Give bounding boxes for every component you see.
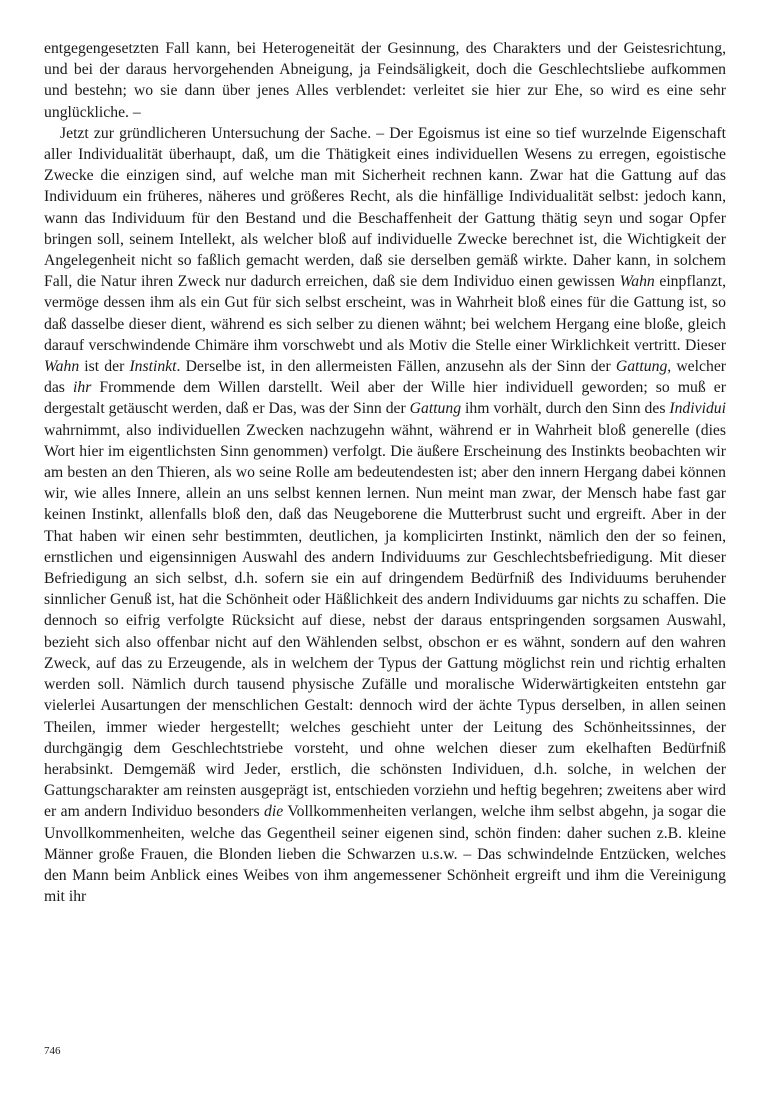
text-body — [44, 38, 726, 907]
text-segment: ist der — [79, 358, 130, 376]
text-segment: . Derselbe ist, in den allermeisten Fällen, anzusehn als der Sinn der — [176, 358, 616, 376]
paragraph — [44, 38, 726, 123]
emphasized-text: Wahn — [44, 358, 80, 376]
emphasized-text: Individui — [669, 400, 726, 418]
page-number: 746 — [44, 1045, 61, 1057]
text-segment: Jetzt zur gründlicheren Untersuchung der Sache. – Der Egoismus ist eine so tief wurzelnde Eigenschaft aller Individualität überhaupt, daß, um die Thätigkeit eines individuellen Wesens zu erregen, egoistische Zwecke die einzigen sind, auf welche man mit Sicherheit rechnen kann. Zwar hat die Gattung auf das Individuum ein früheres, näheres und größeres Recht, als die hinfällige Individualität selbst: jedoch kann, wann das Individuum für den Bestand und die Beschaffenheit der Gattung thätig seyn und sogar Opfer bringen soll, seinem Intellekt, als welcher bloß auf individuelle Zwecke berechnet ist, die Wichtigkeit der Angelegenheit nicht so faßlich gemacht werden, daß sie derselben gemäß wirkte. Daher kann, in solchem Fall, die Natur ihren Zweck nur dadurch erreichen, daß sie dem Individuo einen gewissen — [44, 124, 726, 291]
emphasized-text: Gattung — [409, 400, 462, 418]
text-segment: entgegengesetzten Fall kann, bei Heterogeneität der Gesinnung, des Charakters und der Geistesrichtung, und bei der daraus hervorgehenden Abneigung, ja Feindsäligkeit, doch die Geschlechtsliebe aufkommen und bestehn; wo sie dann über jenes Alles verblendet: verleitet sie hier zur Ehe, so wird es eine sehr unglückliche. – — [44, 40, 726, 121]
emphasized-text: Wahn — [619, 273, 655, 291]
text-segment: ihm vorhält, durch den Sinn des — [461, 400, 670, 418]
emphasized-text: Gattung — [615, 358, 668, 376]
text-segment: Vollkommenheiten verlangen, welche ihm selbst abgehn, ja sogar die Unvollkommenheiten, welche das Gegentheil seiner eigenen sind, schön finden: daher suchen z.B. kleine Männer große Frauen, die Blonden lieben die Schwarzen u.s.w. – Das schwindelnde Entzücken, welches den Mann beim Anblick eines Weibes von ihm angemessener Schönheit ergreift und ihm die Vereinigung mit ihr — [44, 803, 726, 906]
text-segment: wahrnimmt, also individuellen Zwecken nachzugehn wähnt, während er in Wahrheit bloß generelle (dies Wort hier im eigentlichsten Sinn genommen) verfolgt. Die äußere Erscheinung des Instinkts beobachten wir am besten an den Thieren, als wo seine Rolle am bedeutendesten ist; aber den innern Hergang dabei können wir, wie alles Innere, allein an uns selbst kennen lernen. Nun meint man zwar, der Mensch habe fast gar keinen Instinkt, allenfalls bloß den, daß das Neugeborene die Mutterbrust sucht und ergreift. Aber in der That haben wir einen sehr bestimmten, deutlichen, ja komplicirten Instinkt, nämlich den der so feinen, ernstlichen und eigensinnigen Auswahl des andern Individuums zur Geschlechtsbefriedigung. Mit dieser Befriedigung an sich selbst, d.h. sofern sie ein auf dringendem Bedürfniß des Individuums beruhender sinnlicher Genuß ist, hat die Schönheit oder Häßlichkeit des andern Individuums gar nichts zu schaffen. Die dennoch so eifrig verfolgte Rücksicht auf diese, nebst der daraus entspringenden sorgsamen Auswahl, bezieht sich also offenbar nicht auf den Wählenden selbst, obschon er es wähnt, sondern auf den wahren Zweck, auf das zu Erzeugende, als in welchem der Typus der Gattung möglichst rein und richtig erhalten werden soll. Nämlich durch tausend physische Zufälle und moralische Widerwärtigkeiten entstehn gar vielerlei Ausartungen der menschlichen Gestalt: dennoch wird der ächte Typus derselben, in allen seinen Theilen, immer wieder hergestellt; welches geschieht unter der Leitung des Schönheitssinnes, der durchgängig dem Geschlechtstriebe vorsteht, und ohne welchen dieser zum ekelhaften Bedürfniß herabsinkt. Demgemäß wird Jeder, erstlich, die schönsten Individuen, d.h. solche, in welchen der Gattungscharakter am reinsten ausgeprägt ist, entschieden vorziehn und heftig begehren; zweitens aber wird er am andern Individuo besonders — [44, 421, 726, 821]
text-segment: einpflanzt, vermöge dessen ihm als ein Gut für sich selbst erscheint, was in Wahrheit bloß eines für die Gattung ist, so daß dasselbe dieser dient, während es sich selber zu dienen wähnt; bei welchem Hergang eine bloße, gleich darauf verschwindende Chimäre ihm vorschwebt und als Motiv die Stelle einer Wirklichkeit vertritt. Dieser — [44, 273, 726, 354]
emphasized-text: Instinkt — [129, 358, 177, 376]
text-segment: Frommende dem Willen darstellt. Weil aber der Wille hier individuell geworden; so muß er dergestalt getäuscht werden, daß er Das, was der Sinn der — [44, 379, 726, 418]
emphasized-text: ihr — [73, 379, 92, 397]
paragraph — [44, 123, 726, 908]
text-segment: , welcher das — [44, 358, 727, 397]
page-body — [44, 38, 726, 907]
emphasized-text: die — [264, 803, 284, 821]
